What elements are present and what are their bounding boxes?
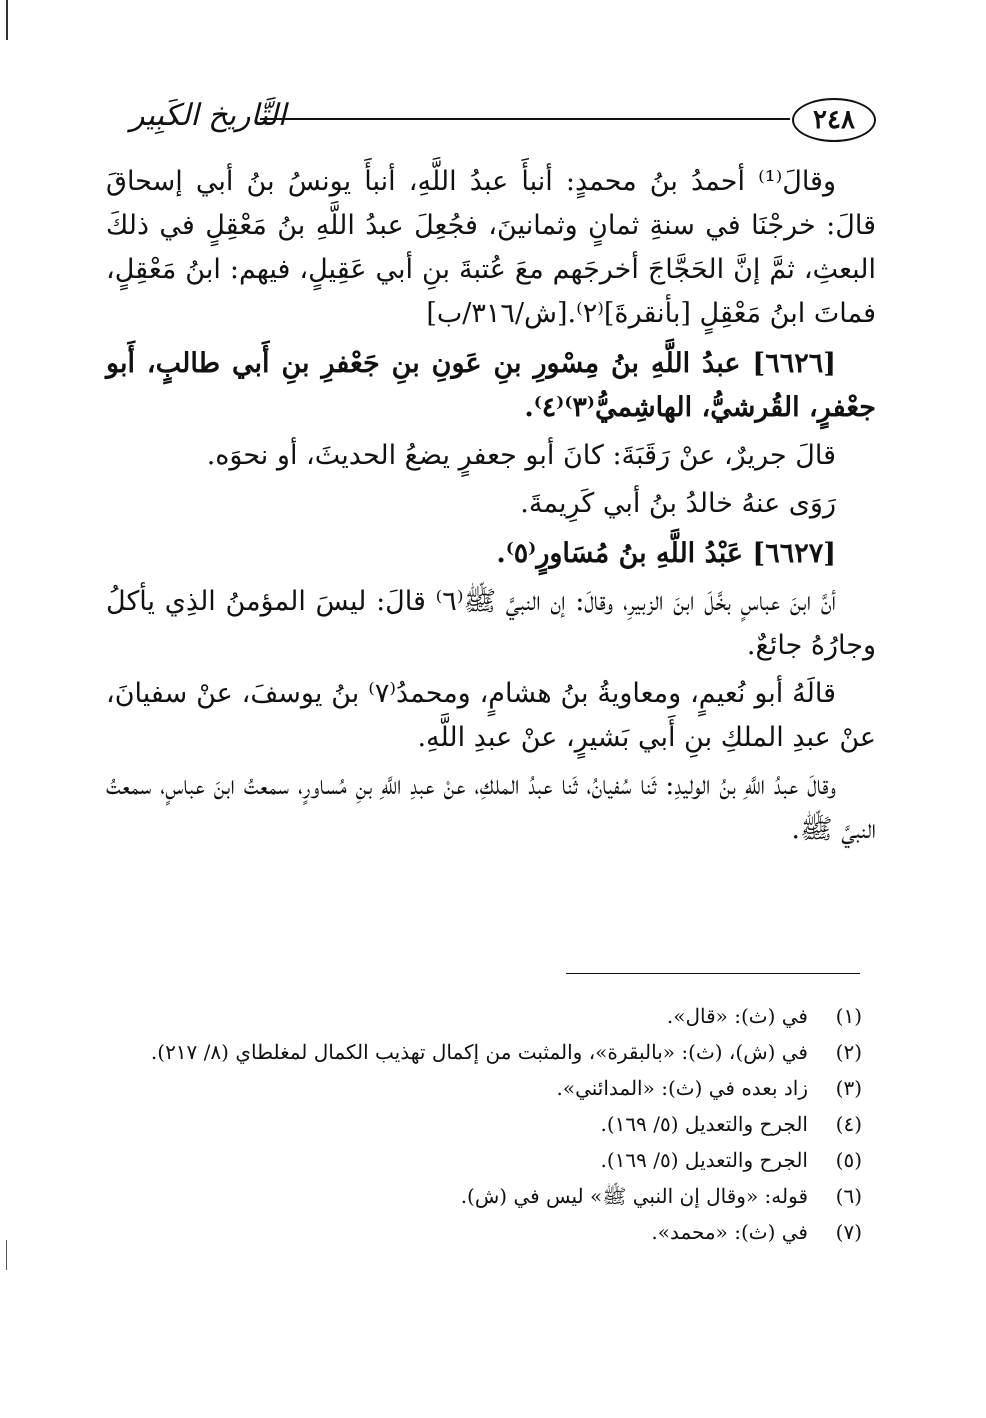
footnote (106, 1070, 862, 1106)
footnote-text: في (ث): «قال». (666, 1004, 808, 1028)
paragraph: قالَهُ أبو نُعيمٍ، ومعاويةُ بنُ هشامٍ، ومحمدُ⁽٧⁾ بنُ يوسفَ، عنْ سفيانَ، عنْ عبدِ الملكِ بنِ أَبي بَشيرٍ، عنْ عبدِ اللَّهِ. (106, 678, 876, 753)
footnote-text: في (ش)، (ث): «بالبقرة»، والمثبت من إكمال تهذيب الكمال لمغلطاي (٨/ ٢١٧). (150, 1040, 808, 1064)
footnote-number: (٢) (835, 1040, 862, 1064)
scan-edge (6, 0, 8, 40)
entry-heading: [٦٦٢٦] عبدُ اللَّهِ بنُ مِسْورِ بنِ عَونِ بنِ جَعْفرِ بنِ أَبي طالبٍ، أَبو جعْفرٍ، القُرشيُّ، الهاشِميُّ⁽٣⁾⁽٤⁾. (106, 348, 876, 423)
footnote (106, 998, 862, 1034)
paragraph: أنَّ ابنَ عباسٍ بخَّلَ ابنَ الزبيرِ، وقالَ: إن النبيَّ ﷺ⁽٦⁾ قالَ: ليسَ المؤمنُ الذِي يأكلُ وجارُهُ جائعٌ. (106, 586, 876, 661)
footnote-divider (566, 973, 860, 974)
footnote-number: (١) (835, 1004, 862, 1028)
footnote-text: زاد بعده في (ث): «المدائني». (556, 1076, 808, 1100)
footnote-number: (٥) (835, 1148, 862, 1172)
footnote-number: (٧) (835, 1220, 862, 1244)
footnote-text: قوله: «وقال إن النبي ﷺ» ليس في (ش). (460, 1184, 808, 1208)
paragraph: رَوَى عنهُ خالدُ بنُ أبي كَرِيمةَ. (520, 488, 836, 519)
footnote (106, 1106, 862, 1142)
footnote (106, 1214, 862, 1250)
footnote-text: في (ث): «محمد». (651, 1220, 808, 1244)
footnote-number: (٤) (835, 1112, 862, 1136)
header-rule (260, 118, 790, 120)
entry-heading: [٦٦٢٧] عَبْدُ اللَّهِ بنُ مُسَاورٍ⁽٥⁾. (496, 538, 836, 569)
footnote (106, 1178, 862, 1214)
footnote (106, 1034, 862, 1070)
footnote-number: (٣) (835, 1076, 862, 1100)
footnote (106, 1142, 862, 1178)
page-header (100, 98, 876, 148)
paragraph: قالَ جريرٌ، عنْ رَقَبَةَ: كانَ أبو جعفرٍ يضعُ الحديثَ، أو نحوَه. (206, 440, 836, 471)
footnote-text: الجرح والتعديل (٥/ ١٦٩). (600, 1112, 808, 1136)
paragraph: وقالَ⁽¹⁾ أحمدُ بنُ محمدٍ: أنبأَ عبدُ اللَّهِ، أنبأَ يونسُ بنُ أبي إسحاقَ قالَ: خرجْنَا في سنةِ ثمانٍ وثمانينَ، فجُعِلَ عبدُ اللَّهِ بنُ مَعْقِلٍ في ذلكَ البعثِ، ثمَّ إنَّ الحَجَّاجَ أخرجَهم معَ عُتبةَ بنِ أبي عَقِيلٍ، فيهم: ابنُ مَعْقِلٍ، فماتَ ابنُ مَعْقِلٍ [بأنقرةَ]⁽٢⁾.[ش/٣١٦/ب] (106, 166, 876, 329)
footnote-number: (٦) (835, 1184, 862, 1208)
main-text (106, 160, 876, 856)
footnote-text: الجرح والتعديل (٥/ ١٦٩). (600, 1148, 808, 1172)
book-title: التَّاريخ الكَبِير (130, 98, 287, 133)
scan-edge (6, 1240, 7, 1270)
footnotes (106, 998, 862, 1250)
page-number: ٢٤٨ (792, 98, 876, 142)
paragraph: وقالَ عبدُ اللَّهِ بنُ الوليدِ: ثَنا سُفيانُ، ثَنا عبدُ الملكِ، عنْ عبدِ اللَّهِ بنِ مُساورٍ، سمعتُ ابنَ عباسٍ، سمعتُ النبيَّ ﷺ. (106, 770, 876, 845)
